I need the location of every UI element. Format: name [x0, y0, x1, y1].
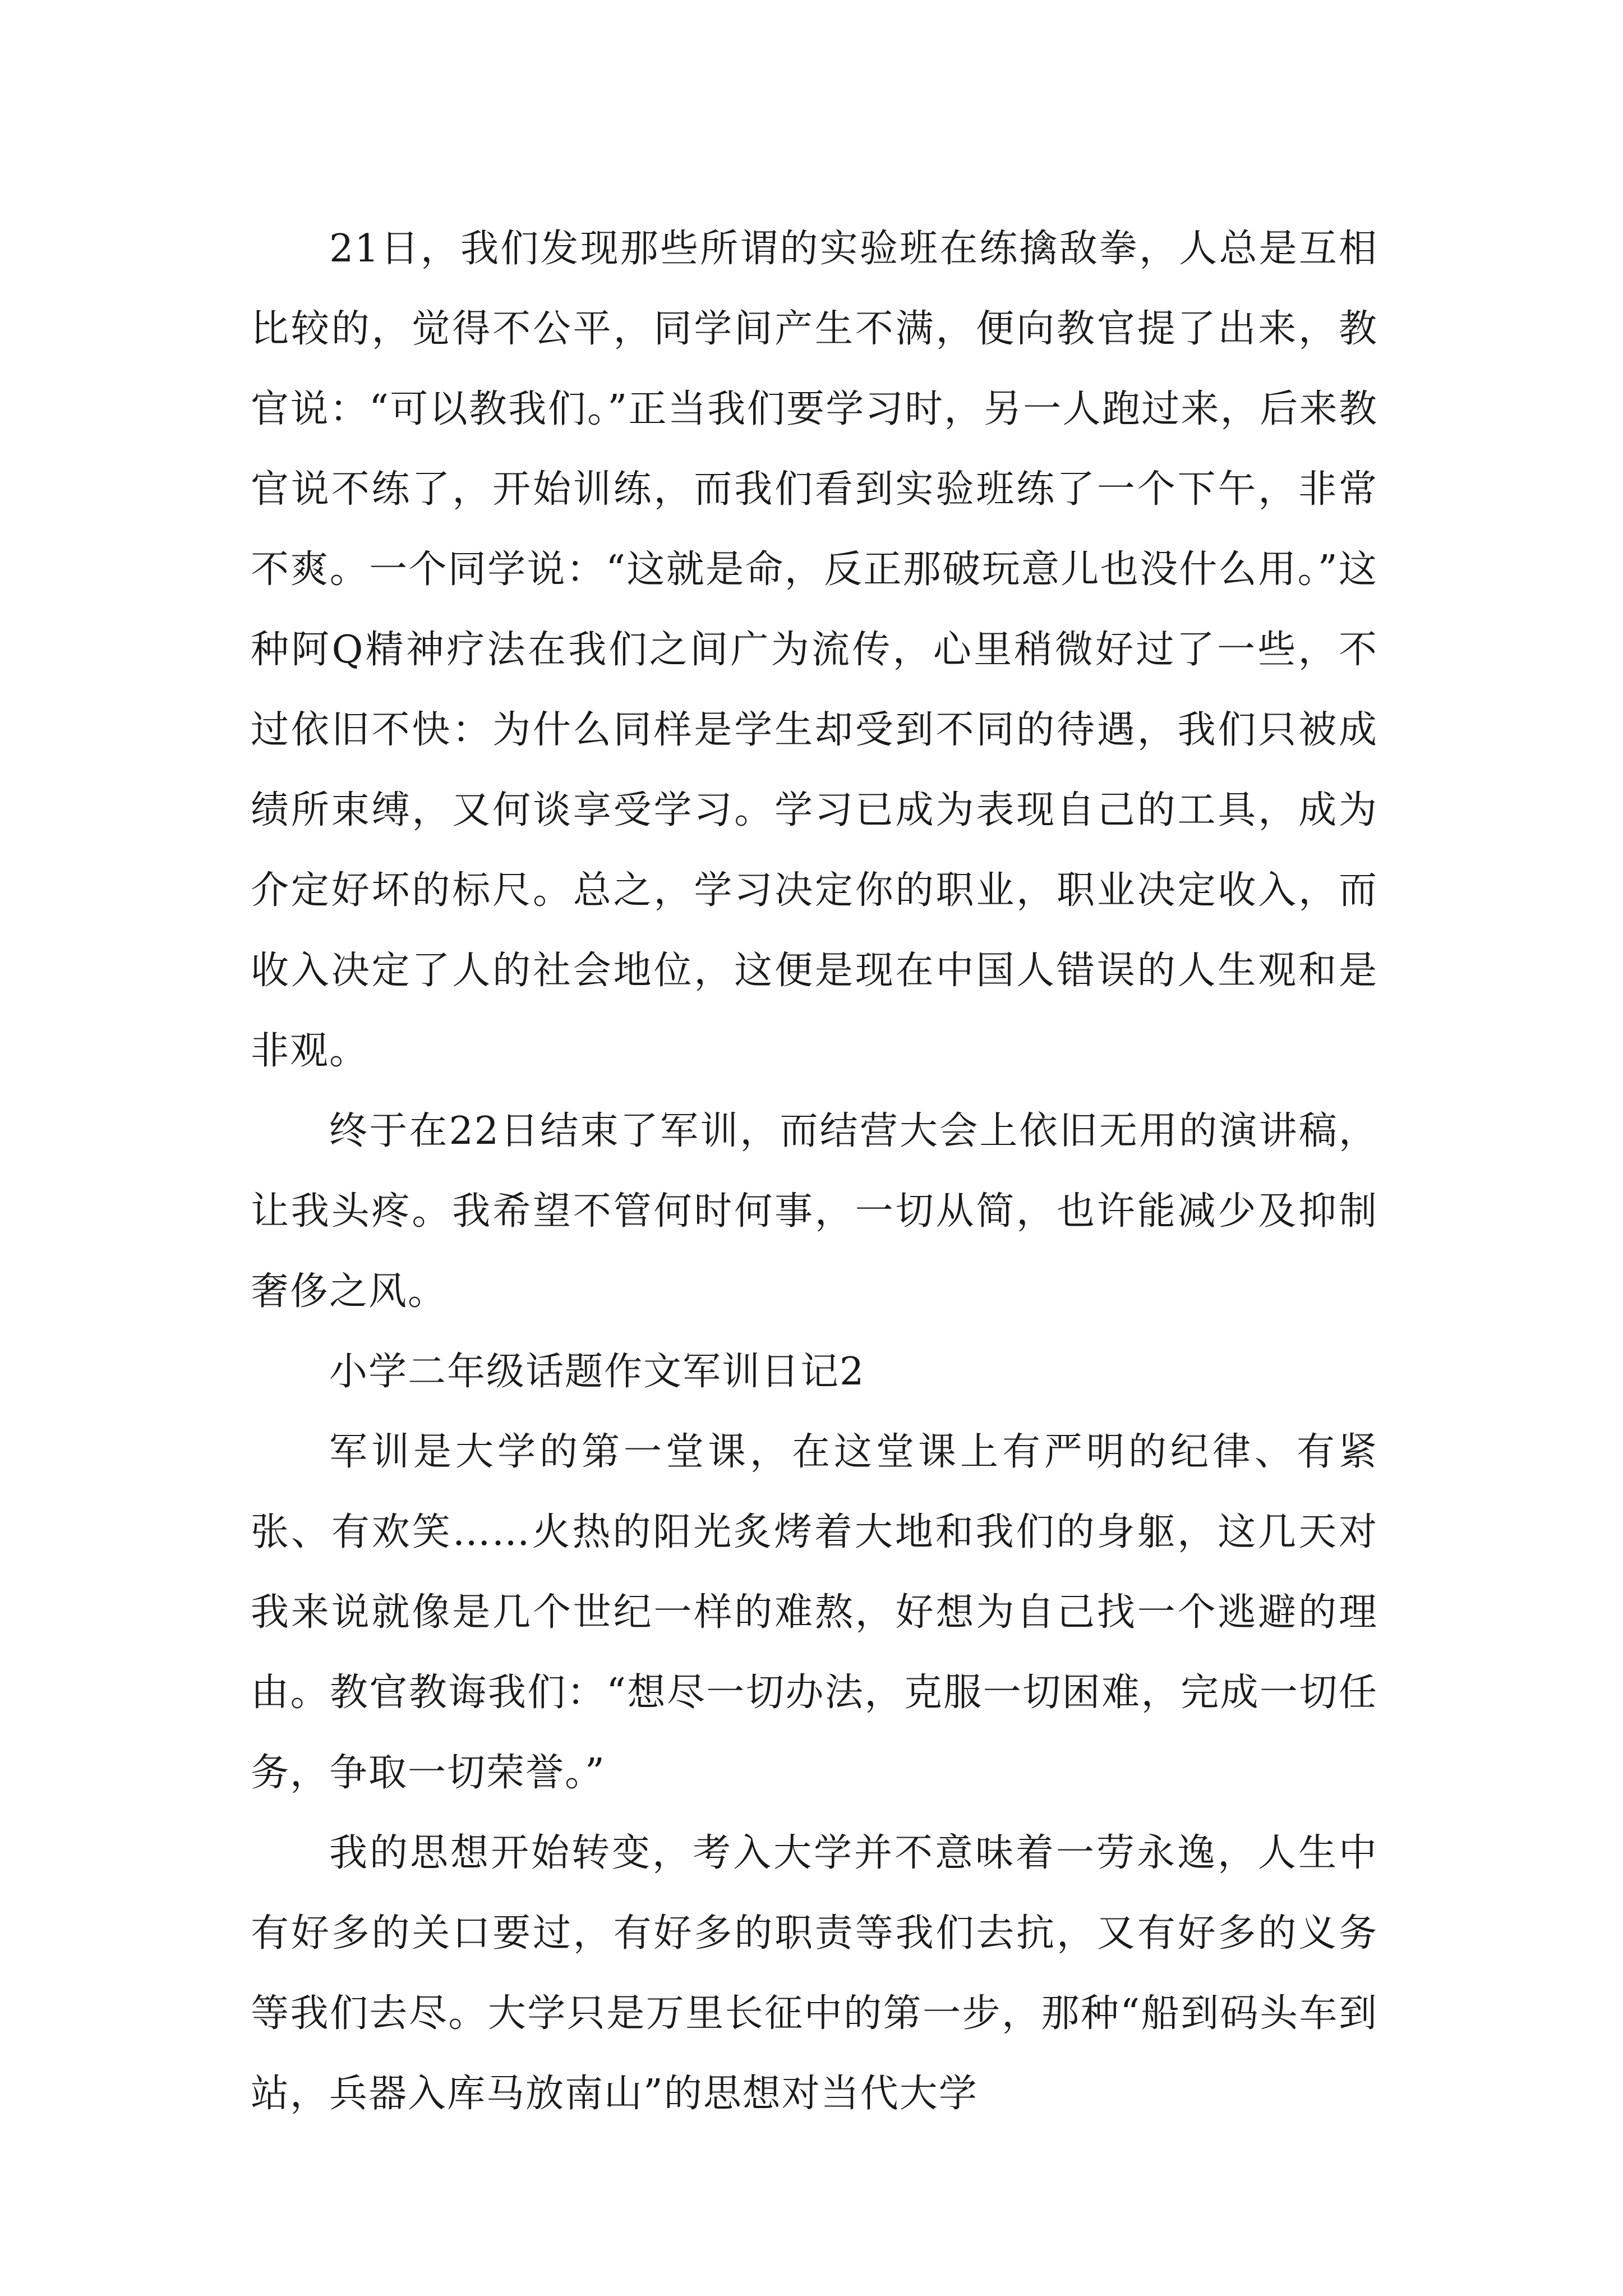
paragraph-first-lesson: 军训是大学的第一堂课，在这堂课上有严明的纪律、有紧张、有欢笑……火热的阳光炙烤着大地和我们的身躯，这几天对我来说就像是几个世纪一样的难熬，好想为自己找一个逃避的理由。教官教诲我们：“想尽一切办法，克服一切困难，完成一切任务，争取一切荣誉。” [251, 1430, 1378, 1795]
paragraph-thought-change: 我的思想开始转变，考入大学并不意味着一劳永逸，人生中有好多的关口要过，有好多的职责等我们去抗，又有好多的义务等我们去尽。大学只是万里长征中的第一步，那种“船到码头车到站，兵器入库马放南山”的思想对当代大学 [251, 1831, 1378, 2116]
section-heading-diary-2: 小学二年级话题作文军训日记2 [329, 1350, 865, 1394]
paragraph-training-end-day22: 终于在22日结束了军训，而结营大会上依旧无用的演讲稿，让我头疼。我希望不管何时何事，一切从简，也许能减少及抑制奢侈之风。 [251, 1109, 1378, 1314]
paragraph-military-training-day21: 21日，我们发现那些所谓的实验班在练擒敌拳，人总是互相比较的，觉得不公平，同学间产生不满，便向教官提了出来，教官说：“可以教我们。”正当我们要学习时，另一人跑过来，后来教官说不练了，开始训练，而我们看到实验班练了一个下午，非常不爽。一个同学说：“这就是命，反正那破玩意儿也没什么用。”这种阿Q精神疗法在我们之间广为流传，心里稍微好过了一些，不过依旧不快：为什么同样是学生却受到不同的待遇，我们只被成绩所束缚，又何谈享受学习。学习已成为表现自己的工具，成为介定好坏的标尺。总之，学习决定你的职业，职业决定收入，而收入决定了人的社会地位，这便是现在中国人错误的人生观和是非观。 [251, 227, 1378, 1073]
document-body [251, 209, 1378, 2134]
